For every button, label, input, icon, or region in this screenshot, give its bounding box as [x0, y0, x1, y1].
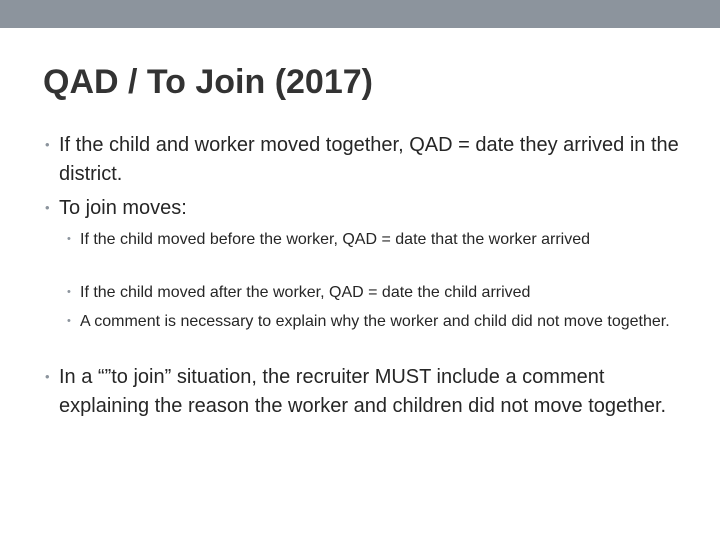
bullet-text: If the child and worker moved together, QAD = date they arrived in the district. — [59, 134, 679, 185]
bullet-text: If the child moved before the worker, QAD = date that the worker arrived — [80, 231, 591, 248]
bullet-text: If the child moved after the worker, QAD = date the child arrived — [80, 284, 531, 301]
sub-bullet-item — [67, 225, 680, 255]
bullet-text: A comment is necessary to explain why the worker and child did not move together. — [80, 313, 670, 330]
bullet-dot-icon: • — [45, 137, 50, 152]
top-band — [0, 0, 720, 28]
bullet-item — [45, 194, 679, 223]
bullet-dot-icon: • — [67, 286, 71, 298]
bullet-item — [45, 363, 679, 420]
bullet-dot-icon: • — [67, 233, 71, 245]
bullet-dot-icon: • — [45, 369, 50, 384]
sub-bullet-item — [67, 278, 680, 308]
bullet-text: In a “”to join” situation, the recruiter MUST include a comment explaining the reason the worker and children did not move together. — [59, 366, 667, 417]
bullet-item — [45, 131, 679, 188]
sub-bullet-item — [67, 307, 680, 337]
bullet-text: To join moves: — [59, 197, 187, 219]
bullet-dot-icon: • — [67, 315, 71, 327]
bullet-dot-icon: • — [45, 200, 50, 215]
slide-title: QAD / To Join (2017) — [43, 63, 373, 101]
